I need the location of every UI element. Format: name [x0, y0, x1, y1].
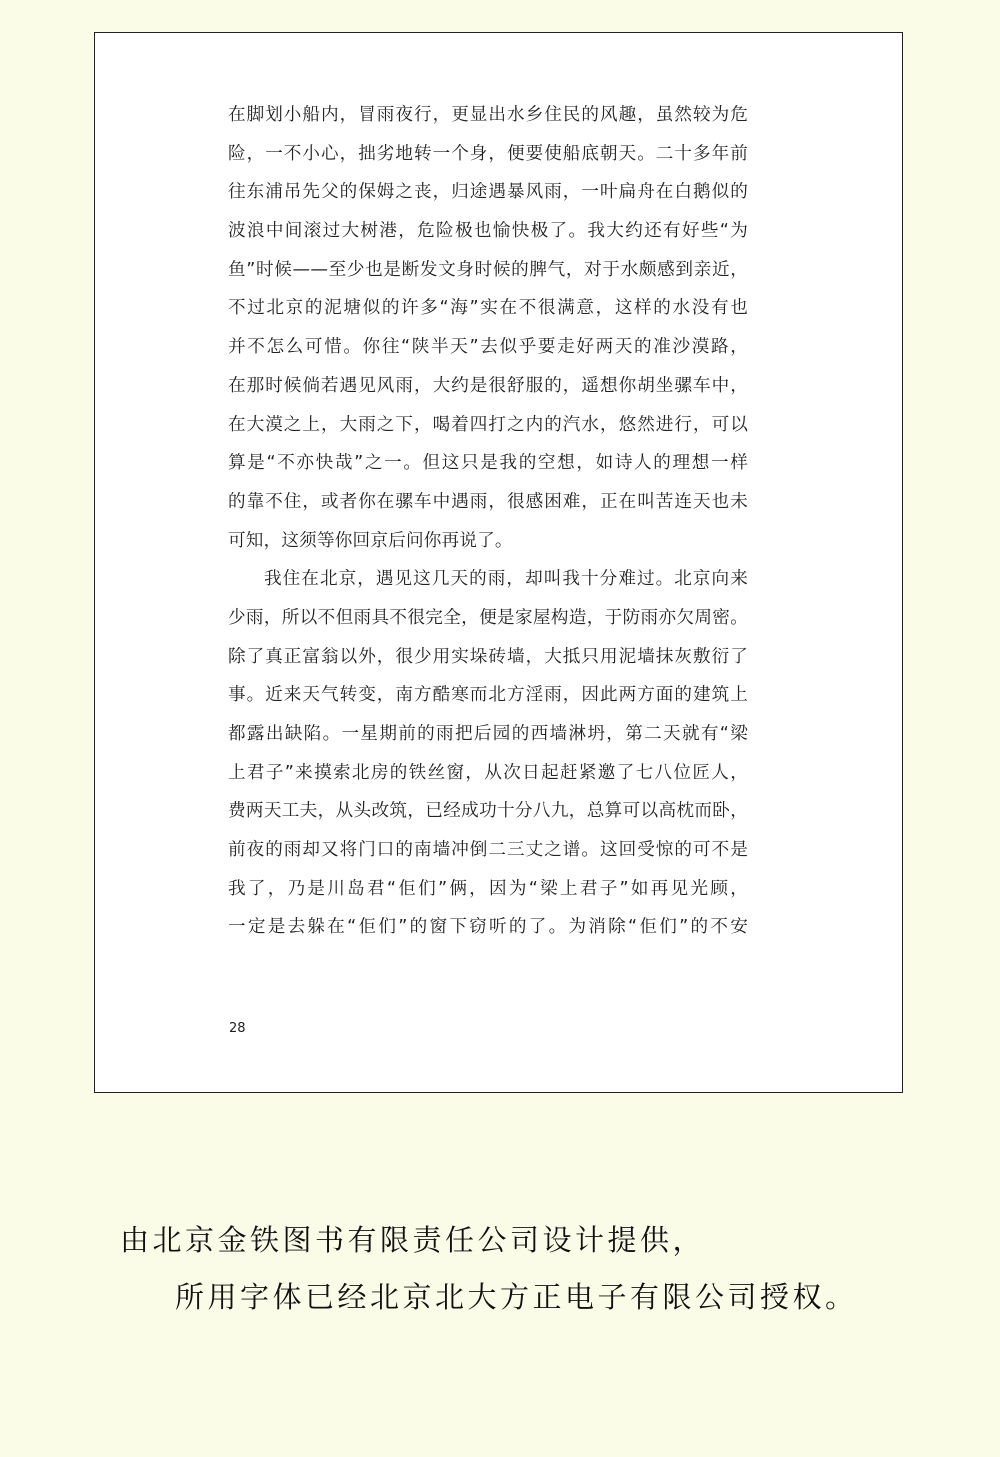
text-line: 在脚划小船内，冒雨夜行，更显出水乡住民的风趣，虽然较为危 — [228, 105, 748, 125]
book-page — [94, 32, 903, 1093]
text-line: 并不怎么可惜。你往“陕半天”去似乎要走好两天的准沙漠路， — [228, 337, 748, 358]
text-line: 前夜的雨却又将门口的南墙冲倒二三丈之谱。这回受惊的可不是 — [228, 840, 748, 861]
text-line: 算是“不亦快哉”之一。但这只是我的空想，如诗人的理想一样 — [228, 453, 748, 474]
text-line: 在大漠之上，大雨之下，喝着四打之内的汽水，悠然进行，可以 — [228, 414, 748, 435]
text-line: 不过北京的泥塘似的许多“海”实在不很满意，这样的水没有也 — [228, 298, 748, 319]
text-line: 上君子”来摸索北房的铁丝窗，从次日起赶紧邀了七八位匠人， — [228, 762, 748, 783]
text-line: 往东浦吊先父的保姆之丧，归途遇暴风雨，一叶扁舟在白鹅似的 — [228, 182, 748, 203]
page-number: 28 — [229, 1021, 246, 1036]
credit-line-design: 由北京金铁图书有限责任公司设计提供， — [120, 1223, 706, 1257]
text-line: 我了，乃是川岛君“佢们”俩，因为“梁上君子”如再见光顾， — [228, 878, 748, 899]
text-line: 可知，这须等你回京后问你再说了。 — [228, 530, 513, 551]
text-line: 除了真正富翁以外，很少用实垛砖墙，大抵只用泥墙抹灰敷衍了 — [228, 646, 748, 667]
text-line: 我住在北京，遇见这几天的雨，却叫我十分难过。北京向来 — [264, 569, 748, 590]
text-line: 一定是去躲在“佢们”的窗下窃听的了。为消除“佢们”的不安 — [228, 917, 748, 938]
body-text — [228, 96, 748, 947]
text-line: 险，一不小心，拙劣地转一个身，便要使船底朝天。二十多年前 — [228, 143, 748, 164]
text-line: 都露出缺陷。一星期前的雨把后园的西墙淋坍，第二天就有“梁 — [228, 724, 748, 744]
text-line: 的靠不住，或者你在骡车中遇雨，很感困难，正在叫苦连天也未 — [228, 491, 748, 512]
text-line: 波浪中间滚过大树港，危险极也愉快极了。我大约还有好些“为 — [228, 221, 748, 242]
text-line: 鱼”时候——至少也是断发文身时候的脾气，对于水颇感到亲近， — [228, 259, 748, 280]
credit-line-font-license: 所用字体已经北京北大方正电子有限公司授权。 — [175, 1280, 858, 1314]
text-line: 事。近来天气转变，南方酷寒而北方淫雨，因此两方面的建筑上 — [228, 685, 748, 706]
text-line: 少雨，所以不但雨具不很完全，便是家屋构造，于防雨亦欠周密。 — [228, 607, 748, 628]
text-line: 费两天工夫，从头改筑，已经成功十分八九，总算可以高枕而卧， — [228, 801, 748, 822]
text-line: 在那时候倘若遇见风雨，大约是很舒服的，遥想你胡坐骡车中， — [228, 375, 748, 396]
